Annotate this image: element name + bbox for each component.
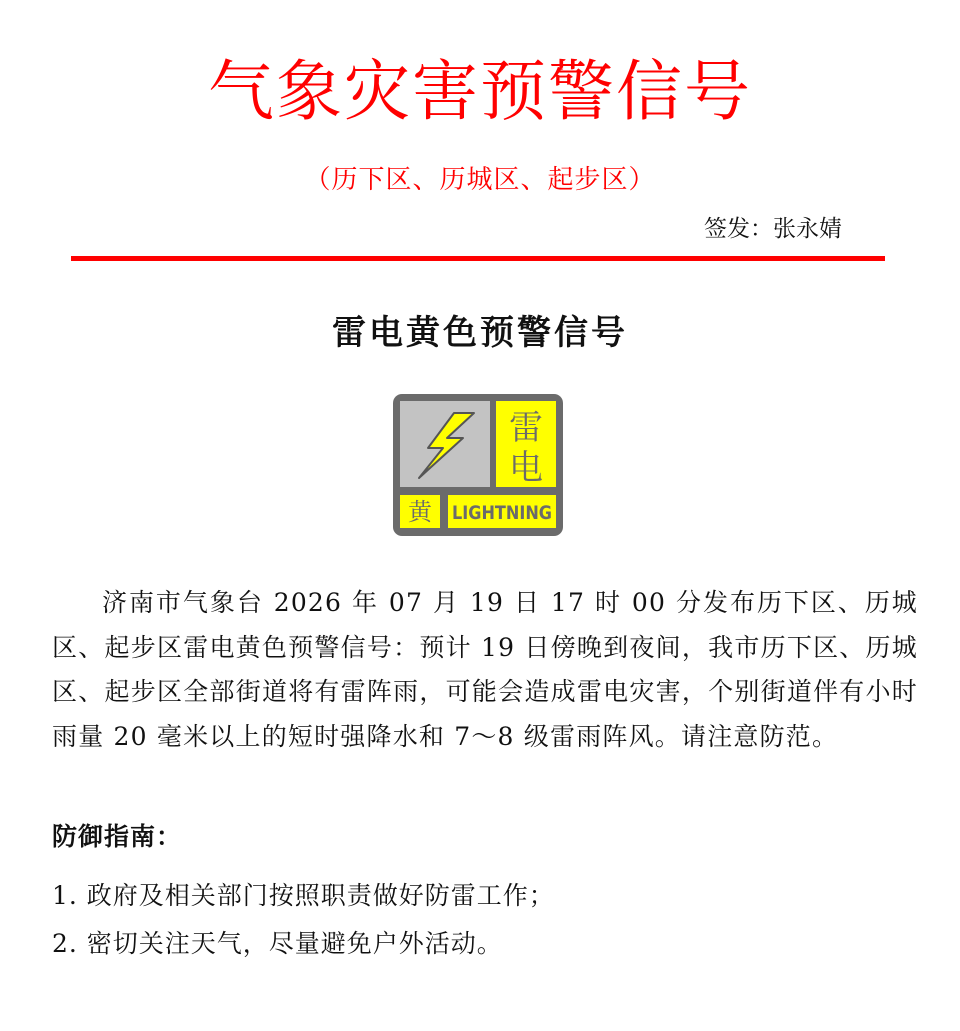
defense-guide-item: 1. 政府及相关部门按照职责做好防雷工作；: [52, 881, 555, 910]
defense-guide-heading: 防御指南：: [52, 822, 183, 851]
defense-guide-list: [52, 872, 918, 968]
icon-char-bottom: 电: [509, 448, 543, 488]
icon-level-char: 黄: [408, 498, 432, 526]
affected-areas: （历下区、历城区、起步区）: [304, 165, 656, 195]
header-divider: [71, 256, 885, 261]
defense-guide-item: 2. 密切关注天气，尽量避免户外活动。: [52, 929, 503, 958]
warning-body-paragraph: 济南市气象台 2026 年 07 月 19 日 17 时 00 分发布历下区、历城区、起步区雷电黄色预警信号：预计 19 日傍晚到夜间，我市历下区、历城区、起步区全部街道将有雷阵雨，可能会造成雷电灾害，个别街道伴有小时雨量 20 毫米以上的短时强降水和 7～8 级雷雨阵风。请注意防范。: [52, 588, 918, 751]
lightning-yellow-warning-icon: [392, 393, 564, 537]
issuer-signature: 签发：张永婧: [704, 216, 842, 242]
warning-title: 雷电黄色预警信号: [332, 313, 628, 353]
bulletin-header-title: 气象灾害预警信号: [208, 53, 752, 130]
icon-char-top: 雷: [509, 408, 543, 448]
icon-english-label: LIGHTNING: [452, 502, 552, 524]
